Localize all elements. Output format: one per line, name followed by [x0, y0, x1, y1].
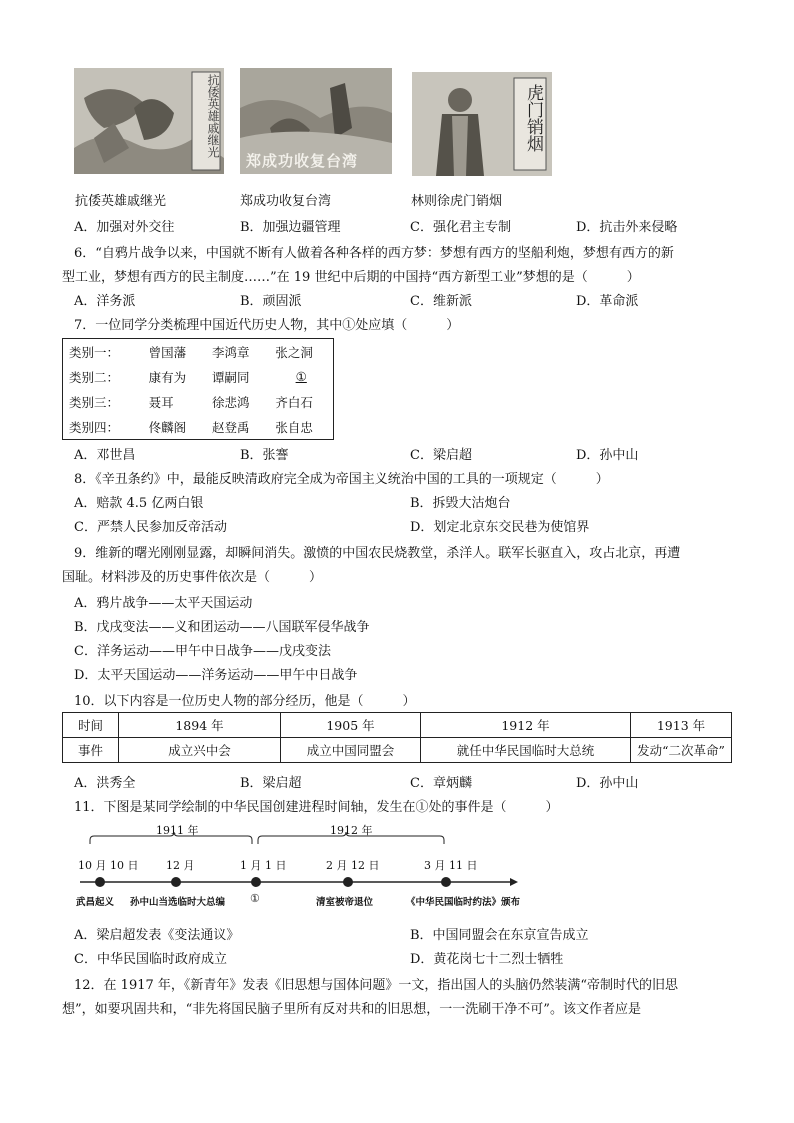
timeline-date: 10 月 10 日: [78, 859, 139, 872]
q10-option-c[interactable]: C．章炳麟: [410, 776, 472, 791]
category-row: [63, 389, 334, 414]
timeline-event: 《中华民国临时约法》颁布: [406, 897, 521, 908]
table-cell: 1913 年: [631, 713, 732, 738]
table-cell: 成立兴中会: [119, 738, 281, 763]
picture-inner-text: 抗倭英雄戚继光: [206, 74, 220, 158]
timeline-event: 孙中山当选临时大总编: [130, 897, 226, 908]
q11-option-a[interactable]: A．梁启超发表《变法通议》: [74, 928, 240, 943]
category-name: 康有为: [148, 369, 187, 385]
timeline-date: 1 月 1 日: [240, 859, 287, 872]
picture-inner-text: 郑成功收复台湾: [246, 152, 359, 170]
q10-option-b[interactable]: B．梁启超: [240, 776, 302, 791]
table-header-row: [63, 713, 732, 738]
q6-option-c[interactable]: C．维新派: [410, 294, 472, 309]
picture-inner-text: 虎门销烟: [523, 84, 543, 152]
table-cell: 就任中华民国临时大总统: [421, 738, 631, 763]
timeline-date: 12 月: [166, 859, 195, 872]
category-label: 类别四：: [69, 419, 120, 435]
timeline-event: 清室被帝退位: [316, 897, 374, 908]
category-name: 谭嗣同: [212, 369, 250, 385]
q7-option-d[interactable]: D．孙中山: [576, 448, 639, 463]
category-label: 类别二：: [69, 369, 120, 385]
timeline-event-blank: ①: [250, 892, 260, 905]
timeline-year-label: 1911 年: [156, 824, 199, 837]
q12-stem-line2: 想”，如要巩固共和，“非先将国民脑子里所有反对共和的旧思想，一一洗刷干净不可”。该文作者应是: [62, 1002, 641, 1017]
category-name: 赵登禹: [212, 419, 250, 435]
timeline-year-label: 1912 年: [330, 824, 373, 837]
q11-option-c[interactable]: C．中华民国临时政府成立: [74, 952, 227, 967]
q7-option-b[interactable]: B．张謇: [240, 448, 289, 463]
q6-option-b[interactable]: B．顽固派: [240, 294, 302, 309]
q7-option-a[interactable]: A．邓世昌: [74, 448, 136, 463]
q10-stem: 10．以下内容是一位历史人物的部分经历，他是（ ）: [74, 694, 416, 709]
q12-stem-line1: 12．在 1917 年，《新青年》发表《旧思想与国体问题》一文，指出国人的头脑仍然装满“帝制时代的旧思: [74, 978, 679, 993]
table-cell: 1912 年: [421, 713, 631, 738]
q7-stem: 7．一位同学分类梳理中国近代历史人物，其中①处应填（ ）: [74, 318, 460, 333]
picture-caption: 郑成功收复台湾: [240, 194, 332, 209]
q11-timeline: [62, 822, 522, 912]
picture-qi-jiguang: [74, 68, 224, 174]
category-name: 张之洞: [275, 344, 313, 360]
category-label: 类别三：: [69, 394, 120, 410]
table-row: [63, 738, 732, 763]
q9-option-d[interactable]: D．太平天国运动——洋务运动——甲午中日战争: [74, 668, 358, 683]
table-cell: 事件: [63, 738, 119, 763]
q6-option-a[interactable]: A．洋务派: [74, 294, 136, 309]
timeline-event: 武昌起义: [76, 897, 115, 908]
q8-option-a[interactable]: A．赔款 4.5 亿两白银: [74, 496, 204, 511]
q11-stem: 11．下图是某同学绘制的中华民国创建进程时间轴，发生在①处的事件是（ ）: [74, 800, 559, 815]
category-row: [63, 364, 334, 389]
q5-option-b[interactable]: B．加强边疆管理: [240, 220, 341, 235]
picture-caption: 林则徐虎门销烟: [411, 194, 503, 209]
q9-option-b[interactable]: B．戊戌变法——义和团运动——八国联军侵华战争: [74, 620, 370, 635]
table-cell: 1905 年: [281, 713, 421, 738]
q6-stem-line2: 型工业，梦想有西方的民主制度……”在 19 世纪中后期的中国持“西方新型工业”梦想的是（ ）: [62, 270, 640, 285]
q7-option-c[interactable]: C．梁启超: [410, 448, 472, 463]
timeline-date: 3 月 11 日: [424, 859, 478, 872]
category-name: 曾国藩: [148, 344, 187, 360]
q6-stem-line1: 6．“自鸦片战争以来，中国就不断有人做着各种各样的西方梦：梦想有西方的坚船利炮，梦想有西方的新: [74, 246, 674, 261]
q10-option-a[interactable]: A．洪秀全: [74, 776, 136, 791]
q5-option-a[interactable]: A．加强对外交往: [74, 220, 175, 235]
picture-caption: 抗倭英雄戚继光: [75, 194, 167, 209]
q8-option-c[interactable]: C．严禁人民参加反帝活动: [74, 520, 227, 535]
q7-category-table: [62, 338, 334, 440]
q9-option-c[interactable]: C．洋务运动——甲午中日战争——戊戌变法: [74, 644, 331, 659]
q6-option-d[interactable]: D．革命派: [576, 294, 639, 309]
q9-option-a[interactable]: A．鸦片战争——太平天国运动: [74, 596, 253, 611]
category-name: 徐悲鸿: [212, 394, 250, 410]
category-label: 类别一：: [69, 344, 120, 360]
q9-stem-line2: 国耻。材料涉及的历史事件依次是（ ）: [62, 570, 323, 585]
q9-stem-line1: 9．维新的曙光刚刚显露，却瞬间消失。激愤的中国农民烧教堂，杀洋人。联军长驱直入，攻占北京，再遭: [74, 546, 681, 561]
picture-lin-zexu: [412, 72, 552, 176]
q11-option-d[interactable]: D．黄花岗七十二烈士牺牲: [410, 952, 564, 967]
q5-option-d[interactable]: D．抗击外来侵略: [576, 220, 678, 235]
category-name: 佟麟阁: [148, 419, 187, 435]
table-cell: 发动“二次革命”: [631, 738, 732, 763]
q8-option-b[interactable]: B．拆毁大沽炮台: [410, 496, 511, 511]
category-row: [63, 339, 334, 365]
category-name: 张自忠: [275, 419, 313, 435]
table-cell: 1894 年: [119, 713, 281, 738]
category-name: 齐白石: [275, 394, 313, 410]
category-name: 李鸿章: [212, 344, 250, 360]
q8-option-d[interactable]: D．划定北京东交民巷为使馆界: [410, 520, 590, 535]
q8-stem: 8．《辛丑条约》中，最能反映清政府完全成为帝国主义统治中国的工具的一项规定（ ）: [74, 472, 609, 487]
timeline-date: 2 月 12 日: [326, 859, 380, 872]
q5-option-c[interactable]: C．强化君主专制: [410, 220, 511, 235]
q10-timeline-table: [62, 712, 732, 763]
q10-option-d[interactable]: D．孙中山: [576, 776, 639, 791]
table-cell: 成立中国同盟会: [281, 738, 421, 763]
blank-slot: ①: [295, 369, 307, 384]
category-name: 聂耳: [148, 394, 174, 410]
table-cell: 时间: [63, 713, 119, 738]
q11-option-b[interactable]: B．中国同盟会在东京宣告成立: [410, 928, 589, 943]
picture-zheng-chenggong: [240, 68, 392, 174]
category-row: [63, 414, 334, 440]
